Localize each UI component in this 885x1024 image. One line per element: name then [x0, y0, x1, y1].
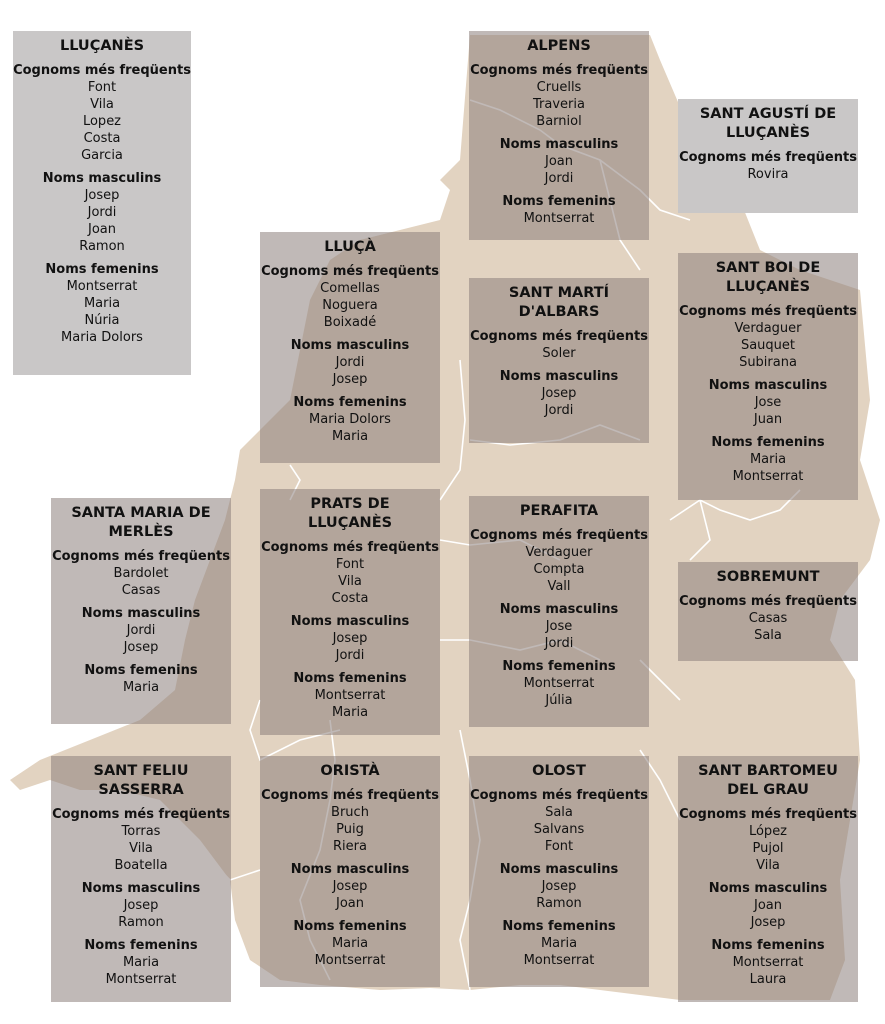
- list-item: Font: [544, 839, 574, 854]
- cognoms-heading: Cognoms més freqüents: [261, 788, 439, 803]
- list-item: Josep: [541, 386, 577, 401]
- list-item: Joan: [88, 222, 116, 237]
- municipality-title: SANT BARTOMEU DEL GRAU: [698, 763, 838, 798]
- list-item: Jordi: [544, 403, 574, 418]
- cognoms-heading: Cognoms més freqüents: [470, 528, 648, 543]
- femenins-heading: Noms femenins: [711, 938, 825, 953]
- list-item: Soler: [542, 346, 576, 361]
- list-item: Barniol: [536, 114, 582, 129]
- list-item: Josep: [750, 915, 786, 930]
- masculins-heading: Noms masculins: [499, 862, 619, 877]
- list-item: Josep: [123, 898, 159, 913]
- cognoms-heading: Cognoms més freqüents: [52, 549, 230, 564]
- masculins-heading: Noms masculins: [708, 378, 828, 393]
- sant-marti-box: [469, 278, 649, 443]
- list-item: Bardolet: [113, 566, 169, 581]
- cognoms-heading: Cognoms més freqüents: [679, 594, 857, 609]
- list-item: Casas: [121, 583, 161, 598]
- list-item: Montserrat: [732, 955, 804, 970]
- list-item: Maria Dolors: [309, 412, 391, 427]
- municipality-title: SANTA MARIA DE MERLÈS: [71, 505, 211, 540]
- list-item: Torras: [121, 824, 161, 839]
- list-item: Montserrat: [523, 953, 595, 968]
- list-item: Montserrat: [732, 469, 804, 484]
- list-item: Vila: [90, 97, 114, 112]
- prats-box: [260, 489, 440, 735]
- llucanes-box: [13, 31, 191, 375]
- femenins-heading: Noms femenins: [45, 262, 159, 277]
- cognoms-heading: Cognoms més freqüents: [679, 807, 857, 822]
- masculins-heading: Noms masculins: [81, 881, 201, 896]
- list-item: Joan: [754, 898, 782, 913]
- orista-box: [260, 756, 440, 987]
- list-item: Sauquet: [740, 338, 796, 353]
- masculins-heading: Noms masculins: [81, 606, 201, 621]
- list-item: Maria: [331, 429, 369, 444]
- list-item: Jordi: [335, 648, 365, 663]
- list-item: Maria: [331, 936, 369, 951]
- list-item: Vall: [547, 579, 571, 594]
- list-item: Lopez: [82, 114, 122, 129]
- list-item: Sala: [545, 805, 573, 820]
- masculins-heading: Noms masculins: [290, 862, 410, 877]
- femenins-heading: Noms femenins: [84, 938, 198, 953]
- list-item: Juan: [753, 412, 783, 427]
- femenins-heading: Noms femenins: [502, 919, 616, 934]
- list-item: Montserrat: [523, 676, 595, 691]
- list-item: Costa: [83, 131, 121, 146]
- list-item: Casas: [748, 611, 788, 626]
- cognoms-heading: Cognoms més freqüents: [470, 788, 648, 803]
- masculins-heading: Noms masculins: [499, 602, 619, 617]
- municipality-title: SOBREMUNT: [716, 569, 820, 585]
- masculins-heading: Noms masculins: [290, 614, 410, 629]
- municipality-title: SANT FELIU SASSERRA: [93, 763, 189, 798]
- municipality-title: SANT MARTÍ D'ALBARS: [508, 285, 610, 320]
- municipality-title: OLOST: [532, 763, 586, 779]
- municipality-title: SANT AGUSTÍ DE LLUÇANÈS: [699, 106, 837, 141]
- list-item: Pujol: [752, 841, 784, 856]
- list-item: Maria: [331, 705, 369, 720]
- santa-maria-box: [51, 498, 231, 724]
- olost-box: [469, 756, 649, 987]
- list-item: Verdaguer: [734, 321, 802, 336]
- masculins-heading: Noms masculins: [708, 881, 828, 896]
- municipality-title: ALPENS: [527, 38, 591, 54]
- list-item: Riera: [333, 839, 367, 854]
- cognoms-heading: Cognoms més freqüents: [13, 63, 191, 78]
- cognoms-heading: Cognoms més freqüents: [470, 63, 648, 78]
- list-item: Montserrat: [66, 279, 138, 294]
- list-item: Rovira: [747, 167, 789, 182]
- list-item: Maria: [122, 955, 160, 970]
- list-item: Laura: [749, 972, 787, 987]
- municipality-title: ORISTÀ: [320, 763, 380, 779]
- municipality-title: LLUÇÀ: [324, 239, 376, 255]
- list-item: Traveria: [533, 97, 585, 112]
- cognoms-heading: Cognoms més freqüents: [261, 264, 439, 279]
- femenins-heading: Noms femenins: [502, 194, 616, 209]
- masculins-heading: Noms masculins: [499, 137, 619, 152]
- femenins-heading: Noms femenins: [84, 663, 198, 678]
- list-item: Vila: [756, 858, 780, 873]
- cognoms-heading: Cognoms més freqüents: [52, 807, 230, 822]
- list-item: Maria: [540, 936, 578, 951]
- list-item: Maria Dolors: [61, 330, 143, 345]
- list-item: Jordi: [87, 205, 117, 220]
- list-item: Ramon: [536, 896, 582, 911]
- femenins-heading: Noms femenins: [293, 919, 407, 934]
- femenins-heading: Noms femenins: [711, 435, 825, 450]
- masculins-heading: Noms masculins: [499, 369, 619, 384]
- list-item: Montserrat: [105, 972, 177, 987]
- list-item: Noguera: [322, 298, 378, 313]
- masculins-heading: Noms masculins: [290, 338, 410, 353]
- list-item: Ramon: [118, 915, 164, 930]
- list-item: Maria: [122, 680, 160, 695]
- list-item: Josep: [84, 188, 120, 203]
- list-item: Joan: [545, 154, 573, 169]
- list-item: Joan: [336, 896, 364, 911]
- list-item: Bruch: [331, 805, 369, 820]
- list-item: Comellas: [320, 281, 380, 296]
- list-item: Jose: [545, 619, 573, 634]
- list-item: Jordi: [126, 623, 156, 638]
- list-item: Puig: [336, 822, 364, 837]
- list-item: Júlia: [545, 693, 573, 708]
- list-item: Cruells: [536, 80, 582, 95]
- list-item: Josep: [332, 372, 368, 387]
- municipality-title: LLUÇANÈS: [59, 38, 145, 54]
- list-item: Maria: [749, 452, 787, 467]
- list-item: Jose: [754, 395, 782, 410]
- cognoms-heading: Cognoms més freqüents: [679, 304, 857, 319]
- list-item: Núria: [84, 313, 120, 328]
- list-item: Garcia: [81, 148, 123, 163]
- list-item: Vila: [338, 574, 362, 589]
- municipality-title: PERAFITA: [519, 503, 599, 519]
- list-item: Sala: [754, 628, 782, 643]
- list-item: Maria: [83, 296, 121, 311]
- cognoms-heading: Cognoms més freqüents: [679, 150, 857, 165]
- perafita-box: [469, 496, 649, 727]
- sant-feliu-box: [51, 756, 231, 1002]
- list-item: Boatella: [114, 858, 168, 873]
- municipality-title: SANT BOI DE LLUÇANÈS: [715, 260, 821, 295]
- list-item: López: [748, 824, 788, 839]
- list-item: Montserrat: [314, 688, 386, 703]
- list-item: Jordi: [335, 355, 365, 370]
- municipality-title: PRATS DE LLUÇANÈS: [307, 496, 393, 531]
- masculins-heading: Noms masculins: [42, 171, 162, 186]
- cognoms-heading: Cognoms més freqüents: [261, 540, 439, 555]
- list-item: Josep: [332, 631, 368, 646]
- list-item: Compta: [533, 562, 585, 577]
- list-item: Jordi: [544, 171, 574, 186]
- femenins-heading: Noms femenins: [502, 659, 616, 674]
- lluca-box: [260, 232, 440, 463]
- list-item: Boixadé: [323, 315, 377, 330]
- sant-bartomeu-box: [678, 756, 858, 1002]
- sobremunt-box: [678, 562, 858, 661]
- list-item: Vila: [129, 841, 153, 856]
- sant-agusti-box: [678, 99, 858, 213]
- list-item: Font: [87, 80, 117, 95]
- femenins-heading: Noms femenins: [293, 671, 407, 686]
- list-item: Montserrat: [523, 211, 595, 226]
- list-item: Josep: [541, 879, 577, 894]
- sant-boi-box: [678, 253, 858, 500]
- list-item: Subirana: [739, 355, 797, 370]
- alpens-box: [469, 31, 649, 240]
- list-item: Verdaguer: [525, 545, 593, 560]
- list-item: Costa: [331, 591, 369, 606]
- list-item: Josep: [123, 640, 159, 655]
- list-item: Ramon: [79, 239, 125, 254]
- list-item: Montserrat: [314, 953, 386, 968]
- list-item: Font: [335, 557, 365, 572]
- femenins-heading: Noms femenins: [293, 395, 407, 410]
- cognoms-heading: Cognoms més freqüents: [470, 329, 648, 344]
- list-item: Salvans: [533, 822, 585, 837]
- list-item: Jordi: [544, 636, 574, 651]
- list-item: Josep: [332, 879, 368, 894]
